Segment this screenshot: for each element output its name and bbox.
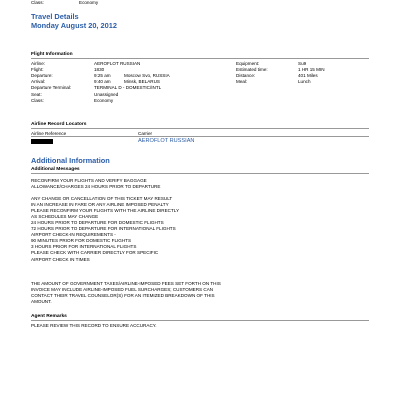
additional-information-title: Additional Information [31, 156, 110, 165]
flight-info-location: Minsk, BELARUS [124, 79, 160, 85]
message-line: IN AN INCREASE IN FARE OR ANY AIRLINE IMPOSED PENALTY [31, 202, 169, 208]
flight-info-right-value: Su9 [298, 61, 307, 66]
message-line: PLEASE CHECK WITH CARRIER DIRECTLY FOR SPECIFIC [31, 250, 159, 256]
flight-info-right-value: 401 Miles [298, 73, 318, 79]
message-line: ANY CHANGE OR CANCELLATION OF THIS TICKET MAY RESULT [31, 196, 173, 201]
message-line: THE AMOUNT OF GOVERNMENT TAXES/AIRLINE-IMPOSED FEES SET FORTH ON THIS [31, 281, 221, 286]
record-locators-heading: Airline Record Locators [31, 122, 369, 129]
flight-info-right-label: Equipment: [236, 61, 260, 66]
message-line: 24 HOURS PRIOR TO DEPARTURE FOR DOMESTIC FLIGHTS [31, 220, 164, 226]
flight-info-label: Class: [31, 97, 44, 103]
carrier-header: Carrier [138, 131, 153, 136]
agent-remarks-text: PLEASE REVIEW THIS RECORD TO ENSURE ACCURACY. [31, 323, 157, 328]
top-class-label: Class: [31, 0, 44, 5]
flight-info-value: Economy [94, 97, 114, 103]
airline-reference-header: Airline Reference [31, 131, 67, 136]
flight-information-heading: Flight Information [31, 52, 369, 59]
flight-info-right-value: 1 HR 15 MIN [298, 67, 325, 73]
message-line: 72 HOURS PRIOR TO DEPARTURE FOR INTERNATIONAL FLIGHTS [31, 226, 176, 232]
message-line: 90 MINUTES PRIOR FOR DOMESTIC FLIGHTS [31, 238, 132, 244]
flight-info-value: Unassigned [94, 91, 119, 97]
flight-info-value: AEROFLOT RUSSIAN [94, 61, 141, 66]
flight-info-value: 9:40 am [94, 79, 111, 85]
redacted-reference [31, 139, 53, 144]
flight-info-label: Departure: [31, 73, 53, 79]
message-line: ALLOWANCE/CHARGES 24 HOURS PRIOR TO DEPARTURE [31, 184, 161, 190]
top-class-row [31, 0, 99, 5]
message-line: INVOICE MAY INCLUDE AIRLINE-IMPOSED FUEL SURCHARGES; CUSTOMERS CAN [31, 287, 214, 293]
flight-info-location: Moscow Svo, RUSSIA [124, 73, 170, 79]
message-line: CONTACT THEIR TRAVEL COUNSELOR(S) FOR AN ITEMIZED BREAKDOWN OF THIS [31, 293, 215, 299]
flight-info-label: Flight: [31, 67, 44, 73]
message-line: AS SCHEDULES MAY CHANGE [31, 214, 99, 220]
flight-info-value: 1830 [94, 67, 105, 73]
record-locators-header-row [31, 131, 369, 137]
flight-info-right-label: Distance: [236, 73, 256, 79]
message-line: AIRPORT CHECK IN TIMES [31, 256, 90, 262]
flight-info-value: 9:25 am [94, 73, 111, 79]
flight-info-right-label: Estimated time: [236, 67, 268, 73]
flight-info-label: Airline: [31, 61, 46, 66]
flight-info-right-value: Lunch [298, 79, 311, 85]
flight-info-right-label: Meal: [236, 79, 248, 85]
flight-info-value: TERMINAL D - DOMESTIC/INTL [94, 85, 162, 91]
flight-info-label: Departure Terminal: [31, 85, 72, 91]
additional-messages-heading: Additional Messages [31, 167, 369, 174]
carrier-value: AEROFLOT RUSSIAN [138, 138, 195, 144]
message-line: AMOUNT. [31, 299, 52, 305]
message-line: PLEASE RECONFIRM YOUR FLIGHTS WITH THE AIRLINE DIRECTLY [31, 208, 180, 214]
flight-info-label: Arrival: [31, 79, 46, 85]
message-line: RECONFIRM YOUR FLIGHTS AND VERIFY BAGGAGE [31, 178, 147, 183]
agent-remarks-heading: Agent Remarks [31, 314, 369, 321]
message-line: AIRPORT CHECK-IN REQUIREMENTS - [31, 232, 116, 238]
travel-date: Monday August 20, 2012 [31, 21, 117, 30]
flight-info-label: Seat: [31, 91, 42, 97]
message-line: 3 HOURS PRIOR FOR INTERNATIONAL FLIGHTS [31, 244, 137, 250]
top-class-value: Economy [79, 0, 99, 5]
travel-details-title: Travel Details [31, 12, 79, 21]
